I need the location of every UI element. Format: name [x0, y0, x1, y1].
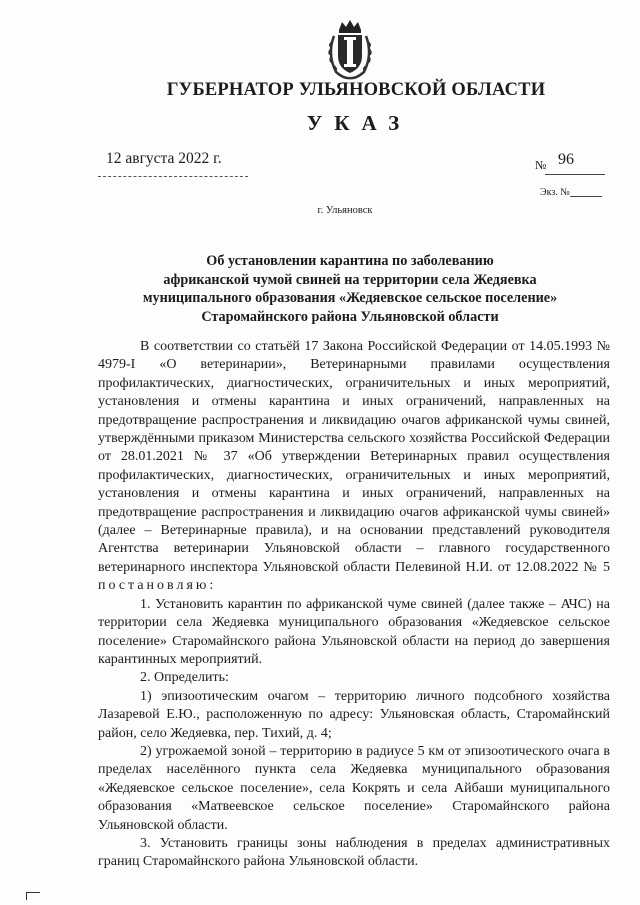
city-name: г. Ульяновск: [317, 205, 373, 216]
governor-title: ГУБЕРНАТОР УЛЬЯНОВСКОЙ ОБЛАСТИ: [166, 80, 546, 100]
decree-title: [60, 252, 640, 326]
date-underline: [98, 176, 248, 177]
number-label: №: [535, 158, 547, 172]
page-corner-mark: [26, 892, 40, 893]
item-2-2-paragraph: 2) угрожаемой зоной – территорию в радиусе 5 км от эпизоотического очага в пределах населённого пункта села Жедяевка муниципального образования «Жедяевское сельское поселение», села Кокрять и села Айбаши муниципального образования «Матвеевское сельское поселение» Старомайнского района Ульяновской области.: [98, 743, 610, 833]
title-line: Об установлении карантина по заболеванию: [206, 253, 494, 269]
preamble-paragraph: [98, 338, 610, 596]
title-line: Старомайнского района Ульяновской области: [201, 308, 499, 325]
decree-body: [98, 338, 610, 872]
decree-verb: постановляю:: [98, 578, 217, 594]
decree-date: 12 августа 2022 г.: [106, 150, 222, 167]
number-underline: [545, 174, 605, 175]
item-2-paragraph: 2. Определить:: [140, 670, 229, 686]
copy-number-label: Экз. №: [540, 187, 570, 198]
title-line: муниципального образования «Жедяевское сельское поселение»: [142, 290, 558, 307]
item-3-paragraph: 3. Установить границы зоны наблюдения в пределах административных границ Старомайнского района Ульяновской области.: [98, 835, 610, 870]
page-corner-mark-vertical: [26, 892, 27, 900]
copy-number-underline: [570, 196, 602, 197]
title-line: африканской чумой свиней на территории села Жедяевка: [163, 271, 537, 288]
ulyanovsk-coat-of-arms-icon: [322, 18, 378, 82]
item-2-1-paragraph: 1) эпизоотическим очагом – территорию личного подсобного хозяйства Лазаревой Е.Ю., расположенную по адресу: Ульяновская область, Старомайнский район, село Жедяевка, пер. Тихий, д. 4;: [98, 688, 610, 741]
item-1-paragraph: 1. Установить карантин по африканской чуме свиней (далее также – АЧС) на территории села Жедяевка муниципального образования «Жедяевское сельское поселение» Старомайнского района Ульяновской области на период до завершения карантинных мероприятий.: [98, 596, 610, 667]
preamble-text: В соответствии со статьёй 17 Закона Российской Федерации от 14.05.1993 № 4979-I «О ветеринарии», Ветеринарными правилами осуществления профилактических, диагностических, ограничительных и иных мероприятий, установления и отмены карантина и иных ограничений, направленных на предотвращение распространения и ликвидацию очагов африканской чумы свиней, утверждёнными приказом Министерства сельского хозяйства Российской Федерации от 28.01.2021 № 37 «Об утверждении Ветеринарных правил осуществления профилактических, диагностических, ограничительных и иных мероприятий, установления и отмены карантина и иных ограничений, направленных на предотвращение распространения и ликвидацию очагов африканской чумы свиней» (далее – Ветеринарные правила), и на основании представлений руководителя Агентства ветеринарии Ульяновской области – главного государственного ветеринарного инспектора Ульяновской области Пелевиной Н.И. от 12.08.2022 № 5: [98, 339, 610, 575]
decree-number: 96: [558, 151, 574, 168]
document-type-heading: УКАЗ: [306, 111, 412, 135]
